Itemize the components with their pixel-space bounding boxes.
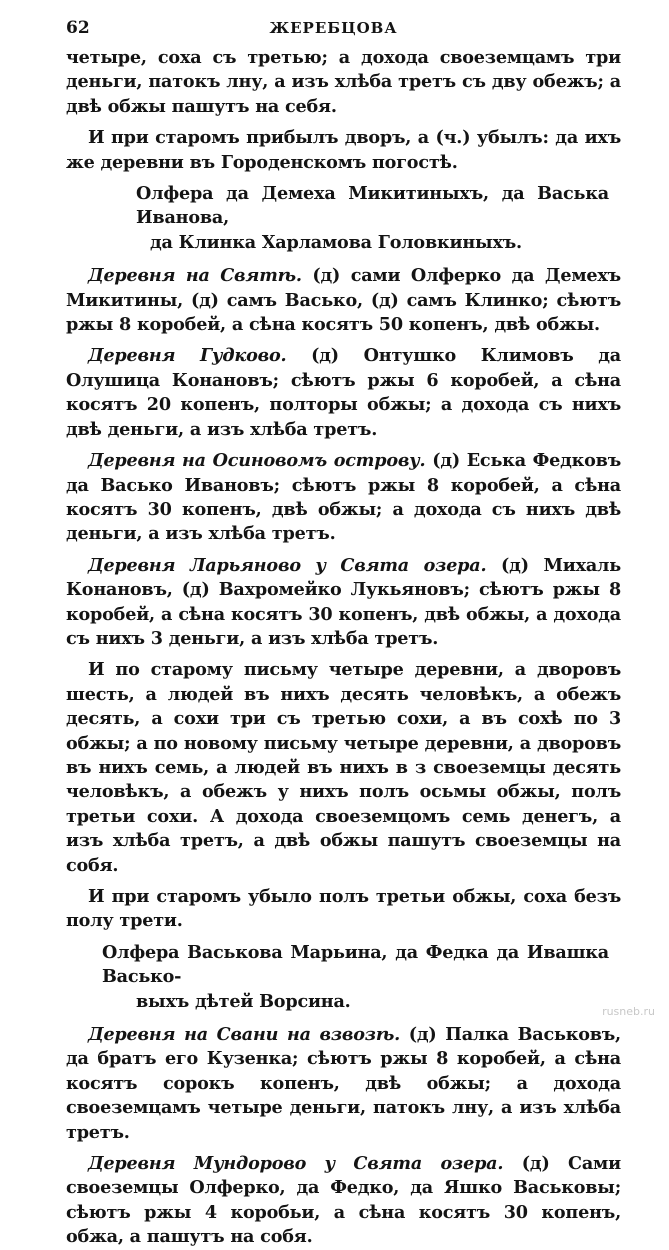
running-head: ЖЕРЕБЦОВА: [269, 19, 398, 37]
village-entry: [66, 1152, 621, 1250]
village-text: (д) Палка Васьковъ, да братъ его Кузенка; сѣютъ ржы 8 коробей, а сѣна косятъ сорокъ копенъ, двѣ обжы; а дохода своеземцамъ четыре деньги, патокъ лну, а изъ хлѣба третъ.: [66, 1024, 621, 1143]
owner-heading-line: Олфера Васькова Марьина, да Федка да Ивашка Васько-: [102, 941, 609, 988]
village-entry: [66, 1023, 621, 1145]
owner-heading-line: выхъ дѣтей Ворсина.: [136, 990, 351, 1012]
village-entry: [66, 554, 621, 652]
village-name: Деревня Гудково.: [88, 345, 287, 367]
watermark: rusneb.ru: [602, 1005, 655, 1018]
village-name: Деревня на Свани на взвозѣ.: [88, 1024, 401, 1046]
paragraph: четыре, соха съ третью; а дохода своеземцамъ три деньги, патокъ лну, а изъ хлѣба третъ съ дву обежъ; а двѣ обжы пашутъ на себя.: [66, 47, 621, 117]
village-name: Деревня на Осиновомъ острову.: [88, 450, 426, 472]
village-entry: [66, 449, 621, 547]
body-text: [66, 46, 621, 1250]
owner-heading-line: Олфера да Демеха Микитиныхъ, да Васька Иванова,: [136, 183, 609, 229]
village-text: (д) Онтушко Климовъ да Олушица Конановъ; сѣютъ ржы 6 коробей, а сѣна косятъ 20 копенъ, полторы обжы; а дохода съ нихъ двѣ деньги, а изъ хлѣба третъ.: [66, 345, 621, 440]
village-name: Деревня Ларьяново у Свята озера.: [88, 554, 487, 576]
paragraph: И по старому письму четыре деревни, а дворовъ шесть, а людей въ нихъ десять человѣкъ, а обежъ десять, а сохи три съ третью сохи, а въ сохѣ по 3 обжы; а по новому письму четыре деревни, а дворовъ въ нихъ семь, а людей въ нихъ в з своеземцы десять человѣкъ, а обежъ у нихъ полъ осьмы обжы, полъ третьи сохи. А дохода своеземцомъ семь денегъ, а изъ хлѣба третъ, а двѣ обжы пашутъ своеземцы на собя.: [66, 659, 621, 876]
page-number: 62: [66, 18, 90, 38]
village-entry: [66, 344, 621, 442]
village-name: Деревня Мундорово у Свята озера.: [88, 1153, 504, 1175]
village-name: Деревня на Святѣ.: [88, 265, 302, 287]
paragraph: И при старомъ прибылъ дворъ, а (ч.) убылъ: да ихъ же деревни въ Городенскомъ погостѣ.: [66, 127, 621, 173]
village-text: (д) сами Олферко да Демехъ Микитины, (д) самъ Васько, (д) самъ Клинко; сѣютъ ржы 8 коробей, а сѣна косятъ 50 копенъ, двѣ обжы.: [66, 265, 621, 336]
owner-heading-line: да Клинка Харламова Головкиныхъ.: [150, 231, 522, 253]
village-entry: [66, 264, 621, 337]
paragraph: И при старомъ убыло полъ третьи обжы, соха безъ полу трети.: [66, 886, 621, 932]
village-text: (д) Михаль Конановъ, (д) Вахромейко Лукьяновъ; сѣютъ ржы 8 коробей, а сѣна косятъ 30 копенъ, двѣ обжы, а дохода съ нихъ 3 деньги, а изъ хлѣба третъ.: [66, 554, 622, 649]
owner-heading: [66, 182, 621, 255]
village-text: (д) Сами своеземцы Олферко, да Федко, да Яшко Васьковы; сѣютъ ржы 4 коробьи, а сѣна косятъ 30 копенъ, обжа, а пашутъ на собя.: [66, 1153, 621, 1248]
page-header: [66, 18, 621, 44]
village-text: (д) Еська Федковъ да Васько Ивановъ; сѣютъ ржы 8 коробей, а сѣна косятъ 30 копенъ, двѣ обжы; а дохода съ нихъ двѣ деньги, а изъ хлѣба третъ.: [66, 450, 621, 545]
owner-heading: [66, 941, 621, 1014]
